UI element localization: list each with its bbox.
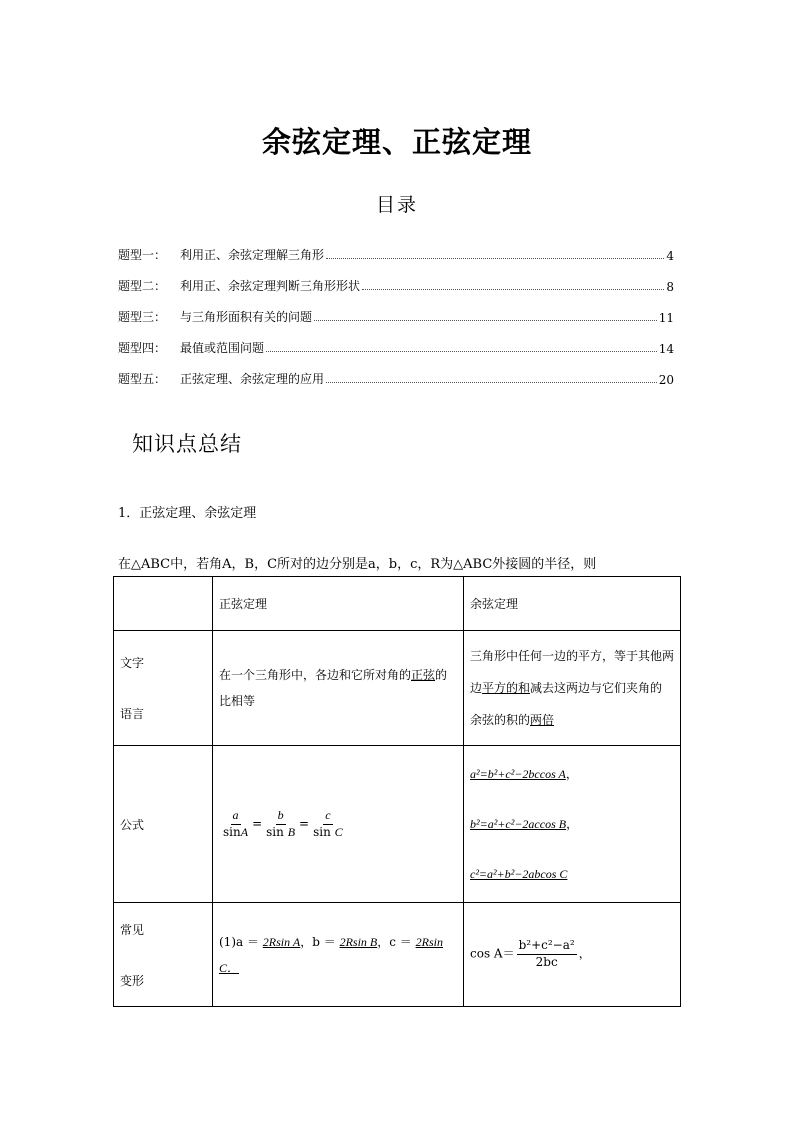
toc-item-text: 利用正、余弦定理判断三角形形状	[180, 279, 361, 293]
toc-item-type: 题型四：	[118, 341, 167, 355]
toc-item[interactable]	[118, 356, 674, 387]
cosine-law-keyword: 平方的和	[482, 681, 531, 695]
toc-item-text: 与三角形面积有关的问题	[180, 310, 313, 324]
formula-line	[470, 815, 674, 833]
toc-item-page: 8	[666, 280, 674, 294]
toc-item[interactable]	[118, 325, 674, 356]
variant-separator: ，b ＝	[300, 934, 336, 949]
sine-law-text-cell	[213, 631, 464, 746]
intro-paragraph: 在△ABC中，若角A，B，C所对的边分别是a，b，c，R为△ABC外接圆的半径，则	[118, 557, 597, 572]
cosine-law-keyword: 两倍	[530, 713, 555, 727]
fraction-denominator: 2bc	[535, 955, 558, 969]
toc-item-type: 题型五：	[118, 372, 167, 386]
document-title: 余弦定理、正弦定理	[261, 125, 532, 159]
toc-item-text: 最值或范围问题	[180, 341, 265, 355]
theorem-table	[113, 576, 681, 1007]
variant-a: 2Rsin A	[262, 934, 301, 949]
toc-item[interactable]	[118, 263, 674, 294]
variant-separator: ，c ＝	[377, 934, 412, 949]
toc-heading: 目录	[375, 194, 418, 216]
fraction-numerator: b²+c²−a²	[517, 938, 577, 955]
row-label-line: 语言	[120, 707, 145, 721]
variant-prefix: (1)a ＝	[219, 934, 259, 949]
toc-leader-dots	[326, 382, 657, 383]
table-of-contents	[118, 232, 674, 387]
table-row	[114, 631, 681, 746]
fraction: $\frac{c}{\text{sin C}}$	[313, 807, 343, 839]
row-label-line: 常见	[120, 922, 145, 937]
cosine-law-variant-cell	[464, 903, 681, 1007]
row-label-text-language	[114, 631, 213, 746]
toc-item[interactable]	[118, 232, 674, 263]
header-sine-cell: 正弦定理	[213, 577, 464, 631]
sine-law-formula-cell: $\frac{a}{\sin A}$ = $\frac{b}{\text{sin B}}$ = $\frac{c}{\text{sin C}}$	[213, 746, 464, 903]
toc-item-text: 利用正、余弦定理解三角形	[180, 248, 325, 262]
section-title: 知识点总结	[132, 432, 242, 456]
subsection-title: 1．正弦定理、余弦定理	[118, 506, 257, 521]
row-label-spacer	[120, 938, 206, 972]
row-label-formula: 公式	[114, 746, 213, 903]
row-label-line: 变形	[120, 973, 145, 988]
toc-leader-dots	[326, 258, 664, 259]
variant-c: 2Rsin C．	[219, 934, 443, 975]
table-row	[114, 746, 681, 903]
row-label-common-variants	[114, 903, 213, 1007]
row-label-spacer	[120, 671, 206, 705]
toc-item-type: 题型三：	[118, 310, 167, 324]
header-empty-cell	[114, 577, 213, 631]
cosine-law-text: 三角形中任何一边的平方，等于其他两边	[470, 649, 675, 695]
table-row	[114, 903, 681, 1007]
formula-a: a²=b²+c²−2bccos A	[470, 767, 566, 781]
toc-leader-dots	[314, 320, 657, 321]
cosine-law-text-middle: 减去这两边与它们夹角的余弦的积的	[470, 681, 663, 727]
formula-line	[470, 865, 674, 883]
toc-item-page: 4	[666, 249, 674, 263]
fraction: $\frac{a}{\sin A}$	[223, 807, 249, 839]
fraction: $\frac{b}{\text{sin B}}$	[266, 807, 296, 839]
header-cosine-cell: 余弦定理	[464, 577, 681, 631]
sine-law-variant-cell	[213, 903, 464, 1007]
sine-law-text: 在一个三角形中，各边和它所对角的	[219, 668, 412, 682]
formula-b: b²=a²+c²−2accos B	[470, 817, 567, 831]
cosine-law-text-cell	[464, 631, 681, 746]
sine-law-text-end: 的比相等	[219, 668, 448, 708]
toc-leader-dots	[362, 289, 664, 290]
variant-b: 2Rsin B	[339, 934, 378, 949]
cos-variant-prefix: cos A＝	[470, 947, 515, 961]
sine-law-keyword: 正弦	[411, 668, 436, 682]
cos-variant-suffix: ，	[578, 947, 591, 961]
toc-item-type: 题型二：	[118, 279, 167, 293]
toc-leader-dots	[266, 351, 657, 352]
toc-item-type: 题型一：	[118, 248, 167, 262]
formula-separator: ，	[566, 817, 579, 831]
toc-item-page: 14	[658, 342, 674, 356]
toc-item-text: 正弦定理、余弦定理的应用	[180, 372, 325, 386]
toc-item-page: 11	[658, 311, 674, 325]
formula-c: c²=a²+b²−2abcos C	[470, 867, 568, 881]
row-label-line: 文字	[120, 656, 145, 670]
formula-separator: ，	[565, 767, 578, 781]
formula-line	[470, 765, 674, 783]
table-header-row	[114, 577, 681, 631]
toc-item[interactable]	[118, 294, 674, 325]
toc-item-page: 20	[658, 373, 674, 387]
fraction	[517, 938, 577, 970]
cosine-law-formula-cell	[464, 746, 681, 903]
